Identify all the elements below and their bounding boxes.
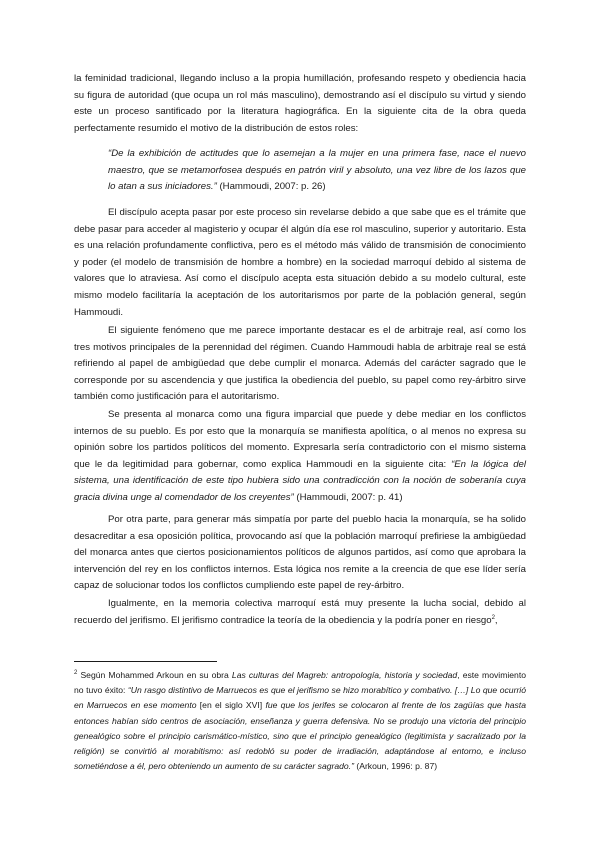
paragraph-4-text: Se presenta al monarca como una figura imparcial que puede y debe mediar en los conflictos internos de su pueblo. Es por esto que la monarquía se manifiesta apolítica, o al menos no expresa su opinión sobre los partidos políticos del momento. Expresarla sería contradictorio con el mismo sistema que le da legitimidad para gobernar, como explica Hammoudi en la siguiente cita: [74, 409, 526, 470]
paragraph-2 [74, 205, 526, 321]
paragraph-1 [74, 71, 526, 137]
footnote-separator [74, 661, 217, 662]
paragraph-2-text: El discípulo acepta pasar por este proceso sin revelarse debido a que sabe que es el trámite que debe pasar para acceder al magisterio y ocupar él algún día ese rol masculino, superior y autoritario. Esta es una relación profundamente conflictiva, pero es el método más válido de transmisión de conocimiento y poder (el modelo de transmisión de hombre a hombre) en la sociedad marroquí debido al sistema de valores que lo atraviesa. Así como el discípulo acepta esta situación debido a su modelo cultural, este mismo modelo facilitaría la aceptación de los autoritarismos por parte de la población general, según Hammoudi. [74, 207, 526, 318]
footnote-book-title: Las culturas del Magreb: antropología, historia y sociedad [231, 670, 458, 680]
paragraph-5 [74, 512, 526, 595]
footnote [74, 668, 526, 774]
footnote-quote-e: fue que los jerifes se colocaron al frente de los zagüías que hasta entonces habían sido centros de asociación, enseñanza y guerra defensiva. No se produjo una victoria del principio genealógico sobre el principio carismático-místico, sino que el principio genealógico (legitimista y sacralizado por la religión) se convirtió al morabitismo: así redobló su poder de irradiación, adaptándose al entorno, e incluso sometiéndose a él, pero obteniendo un aumento de su carácter sagrado.” [74, 700, 526, 772]
paragraph-4-quote: “En la lógica del sistema, una identificación de este tipo hubiera sido una contradicción con la noción de soberanía cuya gracia divina unge al comendador de los creyentes” [74, 458, 526, 503]
paragraph-3-text: El siguiente fenómeno que me parece importante destacar es el de arbitraje real, así como los tres motivos principales de la perennidad del régimen. Cuando Hammoudi habla de arbitraje real se está refiriendo al papel de ambigüedad que debe cumplir el monarca. Además del carácter sagrado que le corresponde por su ascendencia y que justifica la obediencia del pueblo, su papel como rey-árbitro sirve también como justificación para el autoritarismo. [74, 325, 526, 403]
paragraph-5-text: Por otra parte, para generar más simpatía por parte del pueblo hacia la monarquía, se ha solido desacreditar a esa oposición política, provocando así que la población marroquí prefiriese la ambigüedad del monarca antes que ciertos posicionamientos políticos de algunos partidos, así como que aprobara la intervención del rey en los conflictos internos. Esta lógica nos remite a la creencia de que ese líder sería capaz de solucionar todos los conflictos cumpliendo este papel de rey-árbitro. [74, 514, 526, 592]
paragraph-6-text: Igualmente, en la memoria colectiva marroquí está muy presente la lucha social, debido al recuerdo del jerifismo. El jerifismo contradice la teoría de la obediencia y la podría poner en riesgo [74, 598, 526, 626]
paragraph-6-end: , [494, 614, 498, 626]
block-quote-citation: (Hammoudi, 2007: p. 26) [216, 181, 326, 193]
paragraph-4-citation: (Hammoudi, 2007: p. 41) [293, 491, 403, 503]
footnote-text-a: Según Mohammed Arkoun en su obra [77, 670, 232, 680]
block-quote-text: “De la exhibición de actitudes que lo asemejan a la mujer en una primera fase, nace el nuevo maestro, que se metamorfosea después en patrón viril y absoluto, una vez libre de los lazos que lo atan a sus iniciadores.” [108, 148, 526, 193]
footnote-text-d: [en el siglo XVI] [196, 700, 266, 711]
footnote-quote-c: “Un rasgo distintivo de Marruecos es que el jerifismo se hizo morabítico y combativo. […] Lo que ocurrió en Marruecos en ese momento [74, 685, 526, 711]
footnote-reference[interactable]: 2 [491, 614, 495, 621]
footnote-citation: (Arkoun, 1996: p. 87) [353, 761, 438, 772]
footnote-text-b: , este movimiento no tuvo éxito: [74, 670, 526, 696]
paragraph-4 [74, 407, 526, 507]
paragraph-3 [74, 323, 526, 406]
paragraph-6 [74, 596, 526, 629]
footnote-number: 2 [74, 670, 78, 677]
paragraph-1-text: la feminidad tradicional, llegando incluso a la propia humillación, profesando respeto y obediencia hacia su figura de autoridad (que ocupa un rol más masculino), demostrando así el discípulo su virtud y siendo este un proceso santificado por la literatura hagiográfica. En la siguiente cita de la obra queda perfectamente resumido el motivo de la distribución de estos roles: [74, 73, 526, 134]
block-quote [108, 146, 526, 196]
